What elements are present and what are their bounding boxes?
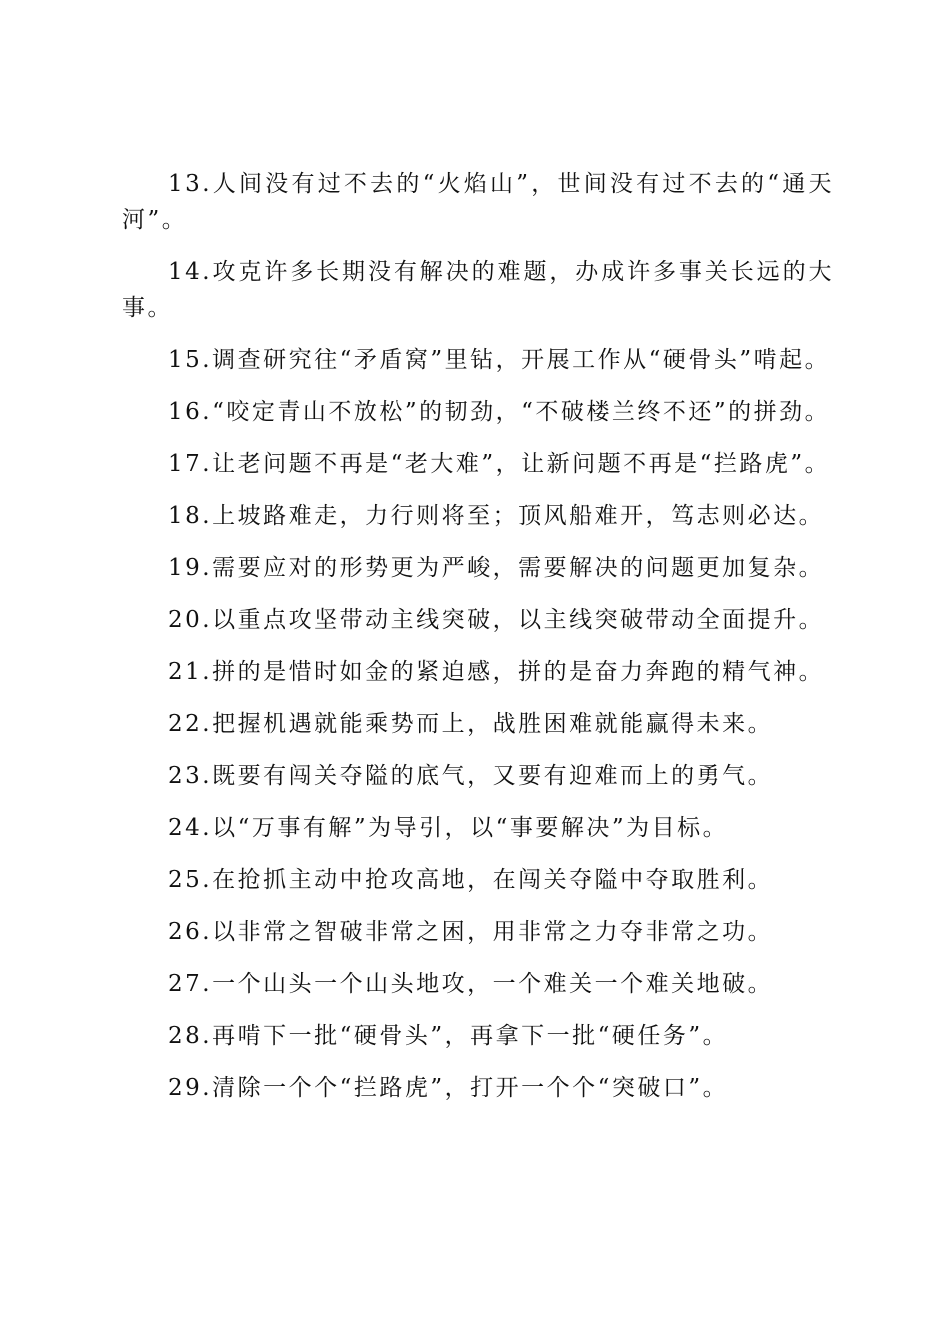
list-item: 28.再啃下一批“硬骨头”，再拿下一批“硬任务”。	[168, 1023, 729, 1049]
list-item: 13.人间没有过不去的“火焰山”，世间没有过不去的“通天河”。	[122, 171, 834, 233]
list-item: 19.需要应对的形势更为严峻，需要解决的问题更加复杂。	[168, 555, 825, 581]
list-item: 26.以非常之智破非常之困，用非常之力夺非常之功。	[168, 919, 774, 945]
list-item: 27.一个山头一个山头地攻，一个难关一个难关地破。	[168, 971, 774, 997]
list-item: 18.上坡路难走，力行则将至；顶风船难开，笃志则必达。	[168, 503, 825, 529]
list-item: 17.让老问题不再是“老大难”，让新问题不再是“拦路虎”。	[168, 451, 831, 477]
list-item: 21.拼的是惜时如金的紧迫感，拼的是奋力奔跑的精气神。	[168, 659, 825, 685]
list-item: 24.以“万事有解”为导引，以“事要解决”为目标。	[168, 815, 729, 841]
list-item: 23.既要有闯关夺隘的底气，又要有迎难而上的勇气。	[168, 763, 774, 789]
list-item: 16.“咬定青山不放松”的韧劲，“不破楼兰终不还”的拼劲。	[168, 399, 831, 425]
list-item: 25.在抢抓主动中抢攻高地，在闯关夺隘中夺取胜利。	[168, 867, 774, 893]
list-item: 15.调查研究往“矛盾窝”里钻，开展工作从“硬骨头”啃起。	[168, 347, 831, 373]
list-item: 22.把握机遇就能乘势而上，战胜困难就能赢得未来。	[168, 711, 774, 737]
document-page	[122, 166, 834, 1122]
list-item: 14.攻克许多长期没有解决的难题，办成许多事关长远的大事。	[122, 259, 834, 321]
list-item: 20.以重点攻坚带动主线突破，以主线突破带动全面提升。	[168, 607, 825, 633]
list-item: 29.清除一个个“拦路虎”，打开一个个“突破口”。	[168, 1075, 729, 1101]
